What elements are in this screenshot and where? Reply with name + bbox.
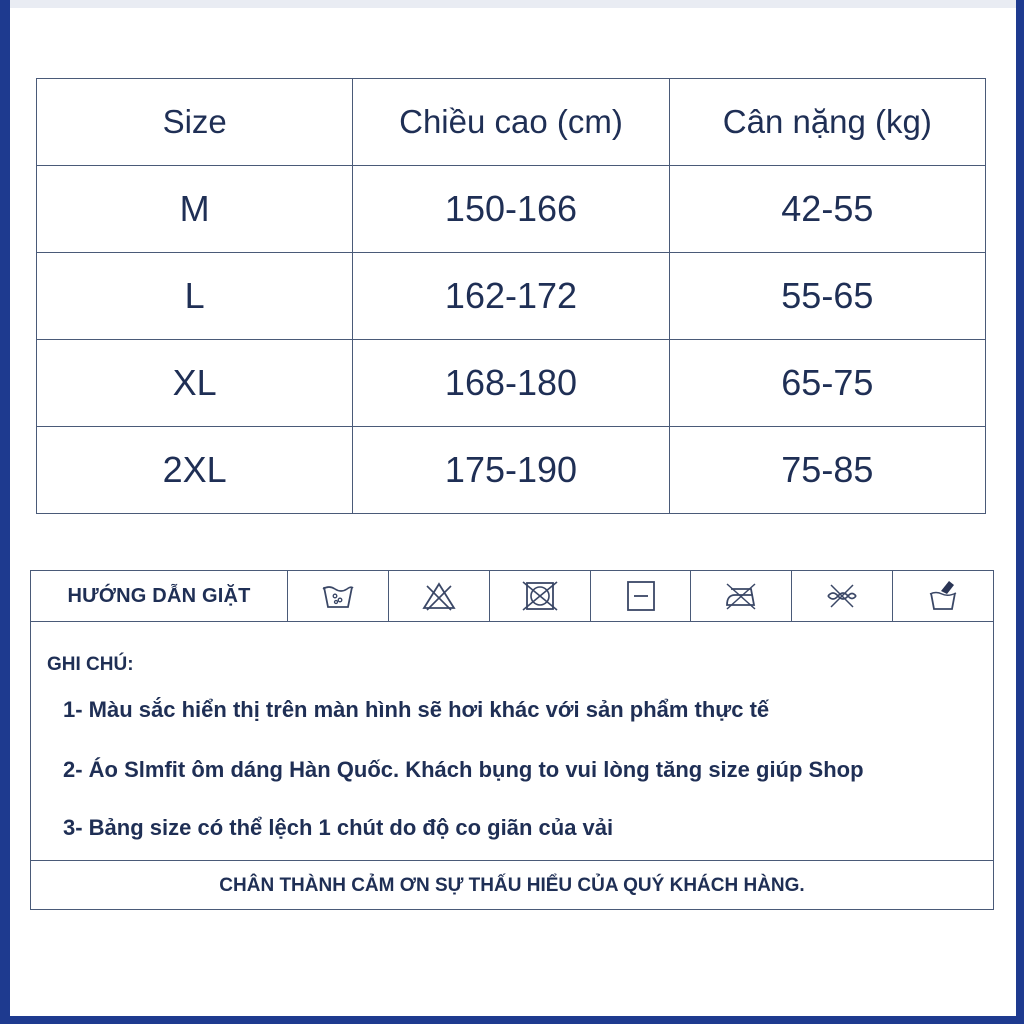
dry-icon-cell (591, 571, 692, 621)
weight-cell: 42-55 (669, 166, 985, 253)
wash-guide-label: HƯỚNG DẪN GIẶT (31, 571, 288, 621)
frame-left (0, 0, 10, 1024)
table-row (37, 253, 986, 340)
note-item: 2- Áo Slmfit ôm dáng Hàn Quốc. Khách bụng to vui lòng tăng size giúp Shop (63, 757, 864, 782)
height-cell: 150-166 (353, 166, 669, 253)
dry-flat-icon (621, 579, 661, 613)
no-bleach-icon (419, 579, 459, 613)
wash-icon-cell (288, 571, 389, 621)
size-cell: XL (37, 340, 353, 427)
size-cell: 2XL (37, 427, 353, 514)
size-cell: L (37, 253, 353, 340)
height-cell: 162-172 (353, 253, 669, 340)
care-instructions-box (30, 570, 994, 910)
iron-low-icon (721, 579, 761, 613)
header-size: Size (37, 79, 353, 166)
height-cell: 168-180 (353, 340, 669, 427)
note-item: 3- Bảng size có thể lệch 1 chút do độ co giãn của vải (63, 815, 614, 840)
table-row (37, 340, 986, 427)
bleach-icon-cell (389, 571, 490, 621)
header-height: Chiều cao (cm) (353, 79, 669, 166)
frame-top (0, 0, 1024, 8)
hand-wash-icon-cell (893, 571, 993, 621)
height-cell: 175-190 (353, 427, 669, 514)
no-wring-icon (822, 579, 862, 613)
note-item: 1- Màu sắc hiển thị trên màn hình sẽ hơi khác với sản phẩm thực tế (63, 697, 770, 722)
weight-cell: 75-85 (669, 427, 985, 514)
weight-cell: 65-75 (669, 340, 985, 427)
table-row (37, 427, 986, 514)
header-weight: Cân nặng (kg) (669, 79, 985, 166)
frame-bottom (0, 1016, 1024, 1024)
size-table (36, 78, 986, 514)
iron-icon-cell (691, 571, 792, 621)
wring-icon-cell (792, 571, 893, 621)
weight-cell: 55-65 (669, 253, 985, 340)
size-table-header (37, 79, 986, 166)
frame-right (1016, 0, 1024, 1024)
notes-title: GHI CHÚ: (47, 654, 134, 675)
no-tumble-dry-icon (520, 579, 560, 613)
table-row (37, 166, 986, 253)
wash-guide-row (31, 571, 993, 622)
hand-wash-icon (923, 579, 963, 613)
tumble-icon-cell (490, 571, 591, 621)
size-cell: M (37, 166, 353, 253)
wash-tub-icon (318, 579, 358, 613)
thanks-message: CHÂN THÀNH CẢM ƠN SỰ THẤU HIỂU CỦA QUÝ KHÁCH HÀNG. (219, 874, 805, 896)
